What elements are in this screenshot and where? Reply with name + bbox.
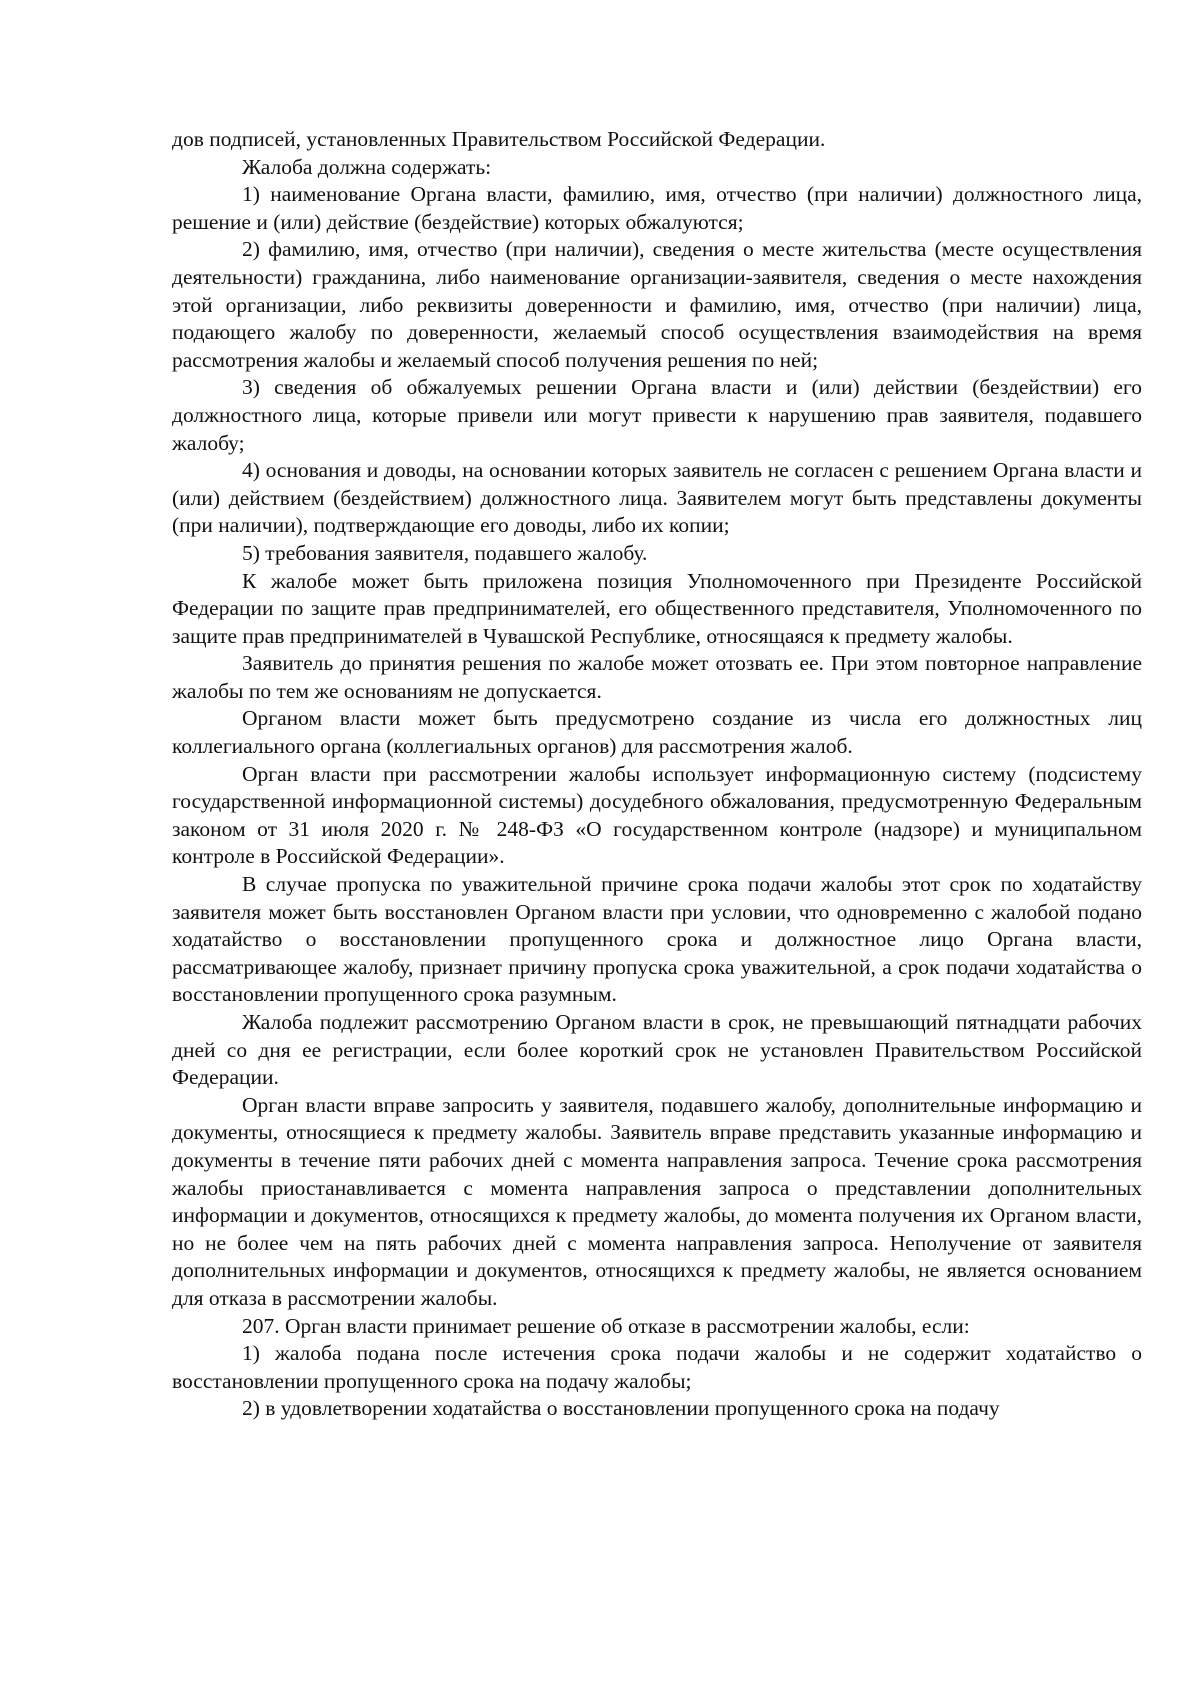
- paragraph-ombudsman-position: К жалобе может быть приложена позиция Уполномоченного при Президенте Российской Федерации по защите прав предпринимателей, его общественного представителя, Уполномоченного по защите прав предпринимателей в Чувашской Республике, относящаяся к предмету жалобы.: [172, 568, 1142, 648]
- list-item-3-appealed-decisions: 3) сведения об обжалуемых решении Органа власти и (или) действии (бездействии) его должностного лица, которые привели или могут привести к нарушению прав заявителя, подавшего жалобу;: [172, 375, 1142, 455]
- document-page: [172, 126, 1142, 1423]
- paragraph-missed-deadline: В случае пропуска по уважительной причине срока подачи жалобы этот срок по ходатайству заявителя может быть восстановлен Органом власти при условии, что одновременно с жалобой подано ходатайство о восстановлении пропущенного срока и должностное лицо Органа власти, рассматривающее жалобу, признает причину пропуска срока уважительной, а срок подачи ходатайства о восстановлении пропущенного срока разумным.: [172, 872, 1142, 1007]
- paragraph-information-system: Орган власти при рассмотрении жалобы использует информационную систему (подсистему государственной информационной системы) досудебного обжалования, предусмотренную Федеральным законом от 31 июля 2020 г. № 248-ФЗ «О государственном контроле (надзоре) и муниципальном контроле в Российской Федерации».: [172, 761, 1142, 869]
- list-item-2-applicant-details: 2) фамилию, имя, отчество (при наличии), сведения о месте жительства (месте осуществления деятельности) гражданина, либо наименование организации-заявителя, сведения о месте нахождения этой организации, либо реквизиты доверенности и фамилию, имя, отчество (при наличии) лица, подающего жалобу по доверенности, желаемый способ осуществления взаимодействия на время рассмотрения жалобы и желаемый способ получения решения по ней;: [172, 237, 1142, 372]
- paragraph-withdrawal: Заявитель до принятия решения по жалобе может отозвать ее. При этом повторное направление жалобы по тем же основаниям не допускается.: [172, 651, 1142, 703]
- paragraph-207-refusal: 207. Орган власти принимает решение об отказе в рассмотрении жалобы, если:: [242, 1313, 970, 1338]
- list-item-4-grounds-and-arguments: 4) основания и доводы, на основании которых заявитель не согласен с решением Органа власти и (или) действием (бездействием) должностного лица. Заявителем могут быть представлены документы (при наличии), подтверждающие его доводы, либо их копии;: [172, 458, 1142, 538]
- list-item-207-2: 2) в удовлетворении ходатайства о восстановлении пропущенного срока на подачу: [242, 1396, 1000, 1421]
- list-item-1-authority-name: 1) наименование Органа власти, фамилию, имя, отчество (при наличии) должностного лица, решение и (или) действие (бездействие) которых обжалуются;: [172, 182, 1142, 234]
- paragraph-signatures: дов подписей, установленных Правительством Российской Федерации.: [172, 127, 826, 151]
- list-item-207-1: 1) жалоба подана после истечения срока подачи жалобы и не содержит ходатайство о восстановлении пропущенного срока на подачу жалобы;: [172, 1341, 1142, 1393]
- paragraph-collegial-body: Органом власти может быть предусмотрено создание из числа его должностных лиц коллегиального органа (коллегиальных органов) для рассмотрения жалоб.: [172, 706, 1142, 759]
- list-item-5-applicant-demands: 5) требования заявителя, подавшего жалобу.: [242, 540, 648, 565]
- paragraph-review-period: Жалоба подлежит рассмотрению Органом власти в срок, не превышающий пятнадцати рабочих дней со дня ее регистрации, если более короткий срок не установлен Правительством Российской Федерации.: [172, 1010, 1142, 1090]
- paragraph-complaint-contents-intro: Жалоба должна содержать:: [242, 154, 492, 179]
- paragraph-additional-information: Орган власти вправе запросить у заявителя, подавшего жалобу, дополнительные информацию и документы, относящиеся к предмету жалобы. Заявитель вправе представить указанные информацию и документы в течение пяти рабочих дней с момента направления запроса. Течение срока рассмотрения жалобы приостанавливается с момента направления запроса о представлении дополнительных информации и документов, относящихся к предмету жалобы, до момента получения их Органом власти, но не более чем на пять рабочих дней с момента направления запроса. Неполучение от заявителя дополнительных информации и документов, относящихся к предмету жалобы, не является основанием для отказа в рассмотрении жалобы.: [172, 1092, 1142, 1310]
